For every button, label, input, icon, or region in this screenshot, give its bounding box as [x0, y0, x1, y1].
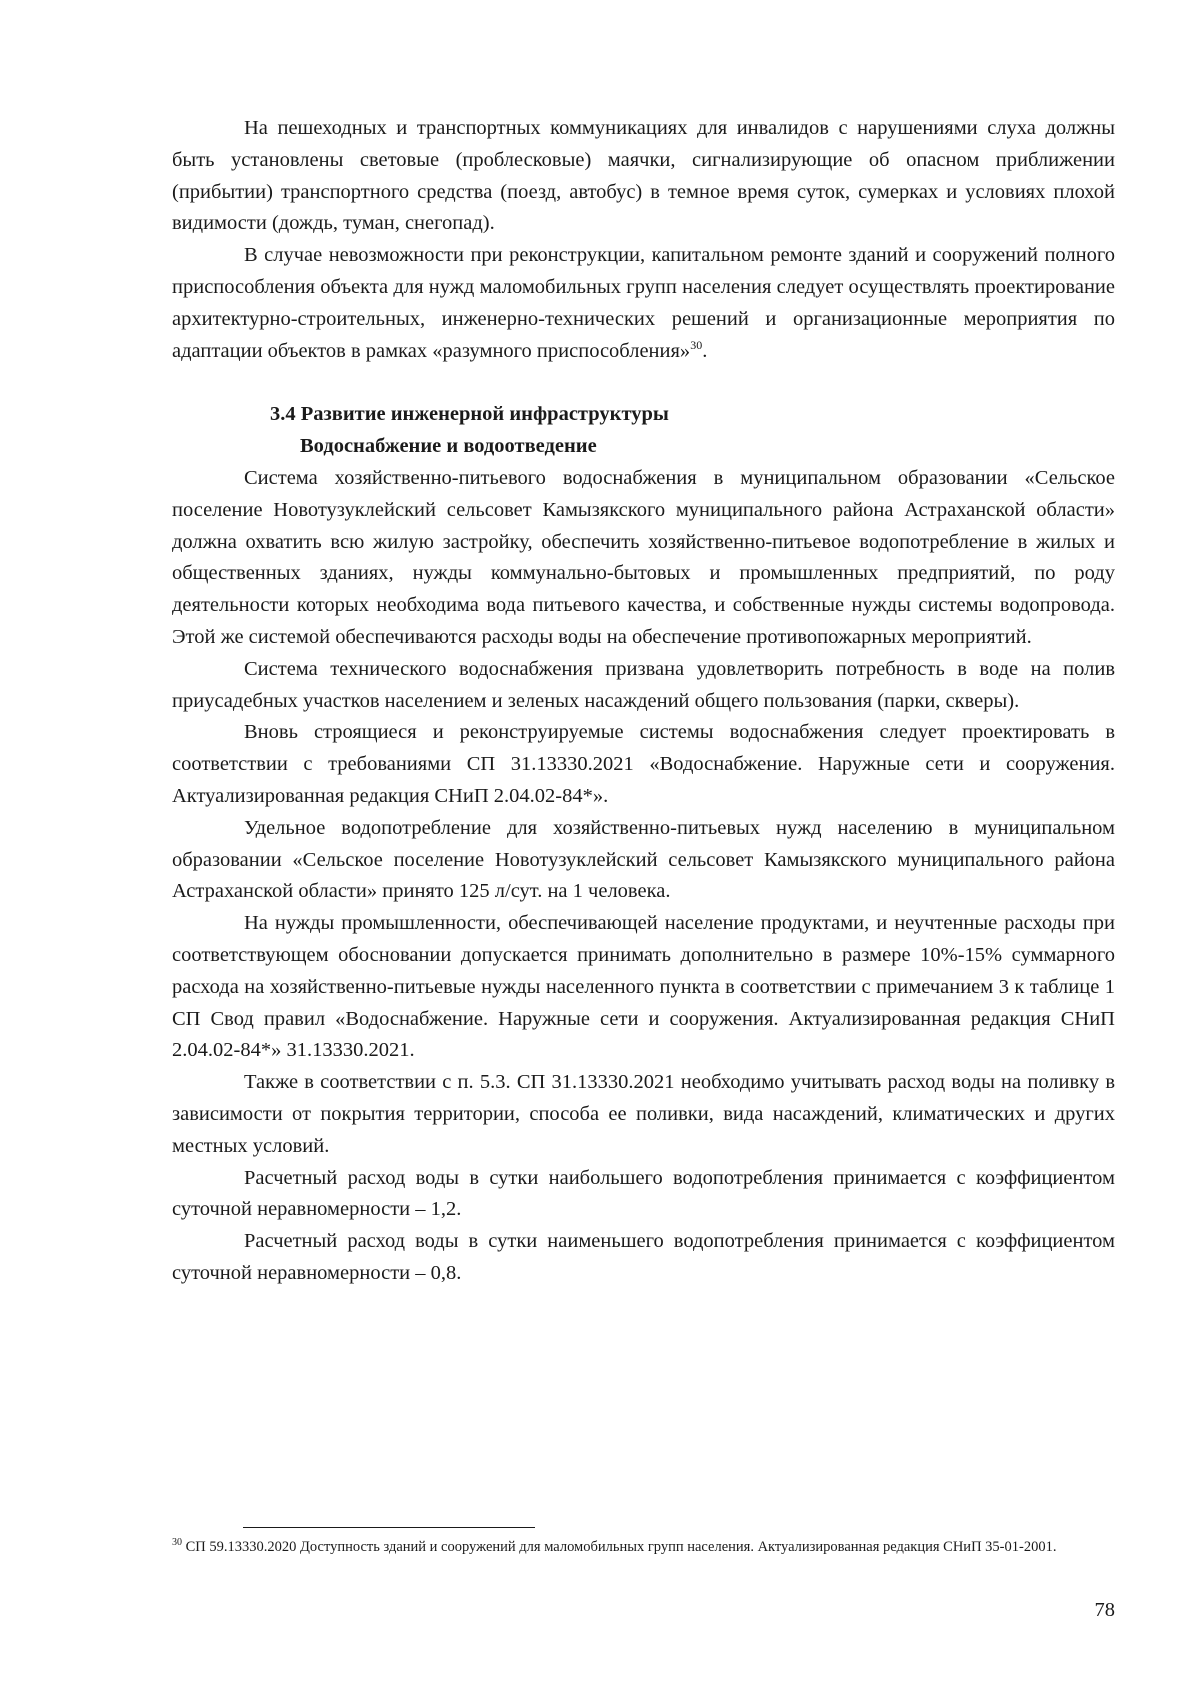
footnote-number: 30: [172, 1537, 182, 1549]
footnote-reference[interactable]: 30: [690, 337, 703, 352]
body-text: [172, 113, 1115, 1290]
paragraph-drinking-water-system: Система хозяйственно-питьевого водоснабжения в муниципальном образовании «Сельское поселение Новотузуклейский сельсовет Камызякского муниципального района Астраханской области» должна охватить всю жилую застройку, обеспечить хозяйственно-питьевое водопотребление в жилых и общественных зданиях, нужды коммунально-бытовых и промышленных предприятий, по роду деятельности которых необходима вода питьевого качества, и собственные нужды системы водопровода. Этой же системой обеспечиваются расходы воды на обеспечение противопожарных мероприятий.: [172, 466, 1115, 648]
paragraph-industry-needs: На нужды промышленности, обеспечивающей население продуктами, и неучтенные расходы при соответствующем обосновании допускается принимать дополнительно в размере 10%-15% суммарного расхода на хозяйственно-питьевые нужды населенного пункта в соответствии с примечанием 3 к таблице 1 СП Свод правил «Водоснабжение. Наружные сети и сооружения. Актуализированная редакция СНиП 2.04.02-84*» 31.13330.2021.: [172, 912, 1115, 1062]
sub-heading: Водоснабжение и водоотведение: [300, 435, 597, 458]
paragraph-min-daily-consumption: Расчетный расход воды в сутки наименьшего водопотребления принимается с коэффициентом суточной неравномерности – 0,8.: [172, 1230, 1115, 1284]
paragraph-signal-beacons: На пешеходных и транспортных коммуникациях для инвалидов с нарушениями слуха должны быть установлены световые (проблесковые) маячки, сигнализирующие об опасном приближении (прибытии) транспортного средства (поезд, автобус) в темное время суток, сумерках и условиях плохой видимости (дождь, туман, снегопад).: [172, 117, 1115, 235]
paragraph-design-requirements: Вновь строящиеся и реконструируемые системы водоснабжения следует проектировать в соответствии с требованиями СП 31.13330.2021 «Водоснабжение. Наружные сети и сооружения. Актуализированная редакция СНиП 2.04.02-84*».: [172, 721, 1115, 807]
paragraph-end-punctuation: .: [702, 339, 708, 362]
paragraph-technical-water-system: Система технического водоснабжения призвана удовлетворить потребность в воде на полив приусадебных участков населением и зеленых насаждений общего пользования (парки, скверы).: [172, 657, 1115, 712]
paragraph-reasonable-accommodation: [172, 240, 1115, 367]
paragraph-max-daily-consumption: Расчетный расход воды в сутки наибольшего водопотребления принимается с коэффициентом суточной неравномерности – 1,2.: [172, 1166, 1115, 1221]
paragraph-text: В случае невозможности при реконструкции, капитальном ремонте зданий и сооружений полного приспособления объекта для нужд маломобильных групп населения следует осуществлять проектирование архитектурно-строительных, инженерно-технических решений и организационные мероприятия по адаптации объектов в рамках «разумного приспособления»: [172, 244, 1115, 362]
footnote: [172, 1537, 1115, 1558]
paragraph-watering-consumption: Также в соответствии с п. 5.3. СП 31.13330.2021 необходимо учитывать расход воды на поливку в зависимости от покрытия территории, способа ее поливки, вида насаждений, климатических и других местных условий.: [172, 1071, 1115, 1157]
page-number: 78: [1094, 1599, 1115, 1621]
paragraph-specific-consumption: Удельное водопотребление для хозяйственно-питьевых нужд населению в муниципальном образовании «Сельское поселение Новотузуклейский сельсовет Камызякского муниципального района Астраханской области» принято 125 л/сут. на 1 человека.: [172, 816, 1115, 903]
footnote-text: СП 59.13330.2020 Доступность зданий и сооружений для маломобильных групп населения. Актуализированная редакция СНиП 35-01-2001.: [182, 1539, 1057, 1555]
footnote-divider: [243, 1527, 535, 1528]
section-heading: 3.4 Развитие инженерной инфраструктуры: [270, 403, 669, 426]
